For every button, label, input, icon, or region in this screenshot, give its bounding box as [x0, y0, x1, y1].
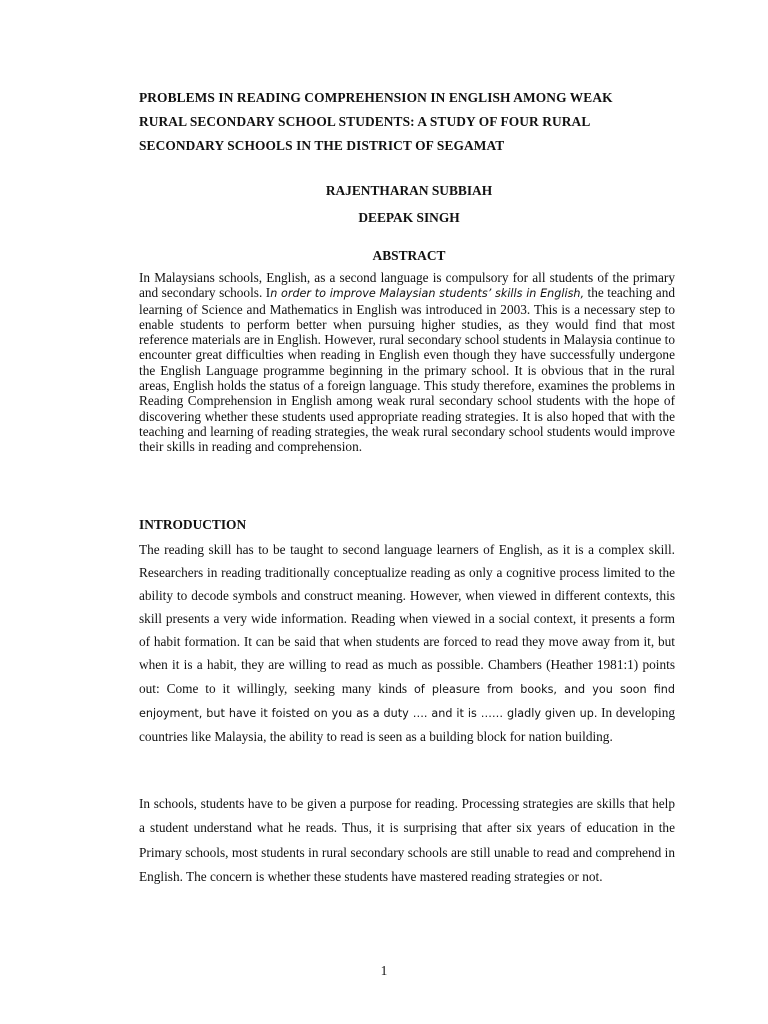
abstract-heading: ABSTRACT: [372, 248, 446, 263]
abstract-text: the teaching and learning of Science and Mathematics in English was introduced in 2003. This is a necessary step to enable students to perform better when pursuing higher studies, as they would find that most reference materials are in English. However, rural secondary school students in Malaysia continue to encounter great difficulties when reading in English even though they have successfully undergone the English Language programme beginning in the primary school. It is obvious that in the rural areas, English holds the status of a foreign language. This study therefore, examines the problems in Reading Comprehension in English among weak rural secondary school students with the hope of discovering whether these students used appropriate reading strategies. It is also hoped that with the teaching and learning of reading strategies, the weak rural secondary school students would improve their skills in reading and comprehension.: [139, 285, 675, 455]
author-name: RAJENTHARAN SUBBIAH: [325, 183, 493, 198]
page-number: 1: [380, 963, 388, 978]
introduction-heading: INTRODUCTION: [139, 517, 247, 532]
abstract-text: In Malaysians schools, English, as a second language is compulsory for all students of the primary and secondary schools. I: [139, 270, 675, 301]
abstract-body: [139, 270, 675, 455]
author-name: DEEPAK SINGH: [358, 210, 460, 225]
author-list: [139, 177, 679, 231]
paragraph-text: The reading skill has to be taught to second language learners of English, as it is a complex skill. Researchers in reading traditionally conceptualize reading as only a cognitive process limited to the ability to decode symbols and construct meaning. However, when viewed in different contexts, this skill presents a very wide information. Reading when viewed in a social context, it presents a form of habit formation. It can be said that when students are forced to read they move away from it, but when it is a habit, they are willing to read as much as possible. Chambers (Heather 1981:1) points out: Come to it willingly, seeking many kinds: [139, 542, 675, 696]
paragraph-text: In developing countries like Malaysia, the ability to read is seen as a building block for nation building.: [139, 704, 675, 744]
introduction-paragraph-2: In schools, students have to be given a purpose for reading. Processing strategies are skills that help a student understand what he reads. Thus, it is surprising that after six years of education in the Primary schools, most students in rural secondary schools are still unable to read and comprehend in English. The concern is whether these students have mastered reading strategies or not.: [139, 796, 675, 885]
paper-title: [139, 86, 649, 158]
title-line: SECONDARY SCHOOLS IN THE DISTRICT OF SEGAMAT: [139, 138, 505, 153]
title-line: PROBLEMS IN READING COMPREHENSION IN ENGLISH AMONG WEAK: [139, 90, 613, 105]
introduction-paragraph-1: [139, 538, 675, 748]
abstract-italic-text: n order to improve Malaysian students’ skills in English,: [270, 287, 585, 301]
quotation-text: of pleasure from books, and you soon find enjoyment, but have it foisted on you as a duty …. and it is …… gladly given up.: [139, 682, 676, 720]
title-line: RURAL SECONDARY SCHOOL STUDENTS: A STUDY OF FOUR RURAL: [139, 114, 591, 129]
